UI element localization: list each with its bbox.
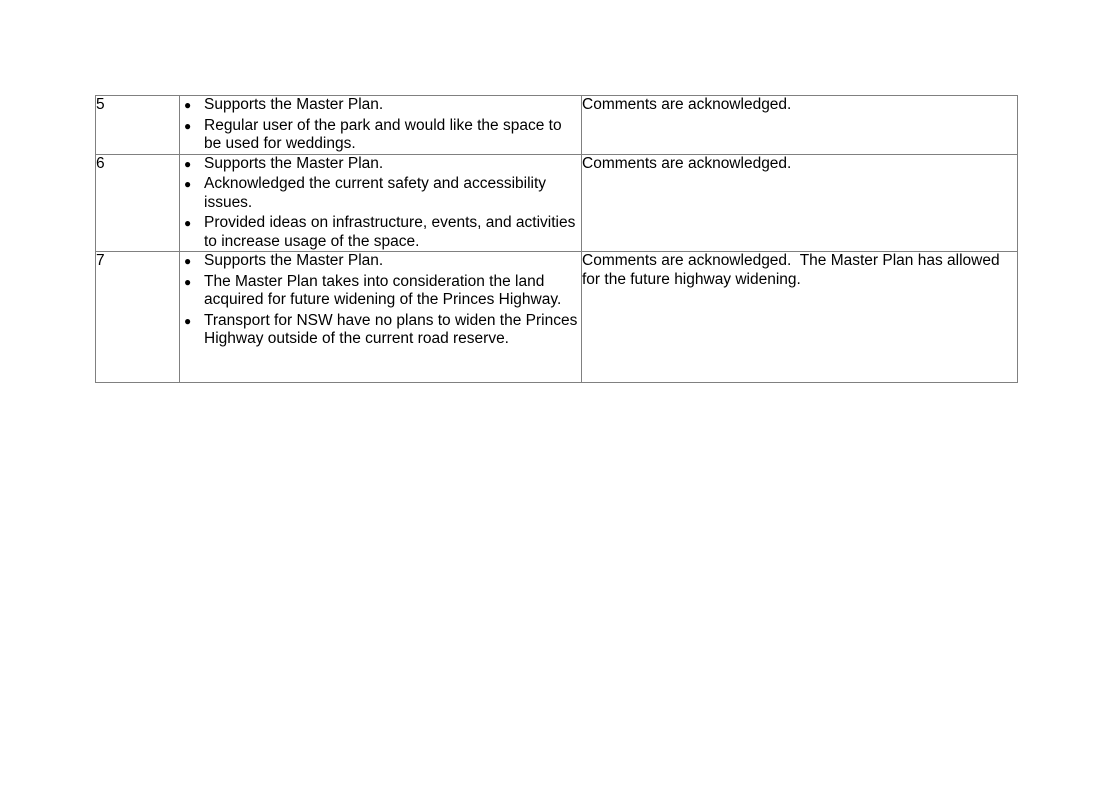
submission-number-text: 7 [96, 252, 105, 269]
summary-list [180, 96, 581, 154]
summary-point [180, 252, 581, 271]
bullet-icon: ● [184, 216, 192, 230]
summary-point [180, 175, 581, 212]
submission-number [96, 96, 180, 155]
table-row [96, 96, 1018, 155]
submission-summary [180, 96, 582, 155]
summary-point [180, 155, 581, 174]
summary-list [180, 252, 581, 349]
council-response [582, 154, 1018, 252]
summary-point-text: Regular user of the park and would like the space to be used for weddings. [204, 116, 562, 152]
bullet-icon: ● [184, 118, 192, 133]
submission-summary [180, 252, 582, 383]
council-response-text: Comments are acknowledged. [582, 96, 792, 113]
summary-point [180, 117, 581, 154]
bullet-icon: ● [184, 177, 192, 191]
bullet-icon: ● [184, 156, 192, 171]
summary-point [180, 96, 581, 115]
submission-number [96, 154, 180, 252]
bullet-icon: ● [184, 313, 192, 328]
summary-point-text: Acknowledged the current safety and accessibility issues. [204, 175, 547, 211]
summary-point [180, 214, 581, 251]
council-response [582, 96, 1018, 155]
council-response [582, 252, 1018, 383]
summary-point-text: Supports the Master Plan. [204, 252, 384, 269]
council-response-text: Comments are acknowledged. The Master Plan has allowed for the future highway widening. [582, 252, 1004, 288]
submission-number-text: 5 [96, 96, 105, 113]
submissions-table [95, 95, 1018, 383]
summary-point-text: Transport for NSW have no plans to widen the Princes Highway outside of the current road reserve. [204, 311, 578, 347]
submission-number-text: 6 [96, 154, 105, 172]
bullet-icon: ● [184, 98, 192, 112]
summary-point-text: The Master Plan takes into consideration the land acquired for future widening of the Princes Highway. [204, 272, 562, 308]
summary-point [180, 312, 581, 349]
council-response-text: Comments are acknowledged. [582, 154, 792, 172]
bullet-icon: ● [184, 254, 192, 268]
summary-point-text: Supports the Master Plan. [204, 154, 384, 172]
table-row [96, 252, 1018, 383]
bullet-icon: ● [184, 274, 192, 289]
submission-number [96, 252, 180, 383]
summary-point-text: Supports the Master Plan. [204, 96, 384, 113]
submission-summary [180, 154, 582, 252]
summary-point [180, 273, 581, 310]
table-row [96, 154, 1018, 252]
summary-point-text: Provided ideas on infrastructure, events, and activities to increase usage of the space. [204, 214, 576, 250]
summary-list [180, 155, 581, 252]
